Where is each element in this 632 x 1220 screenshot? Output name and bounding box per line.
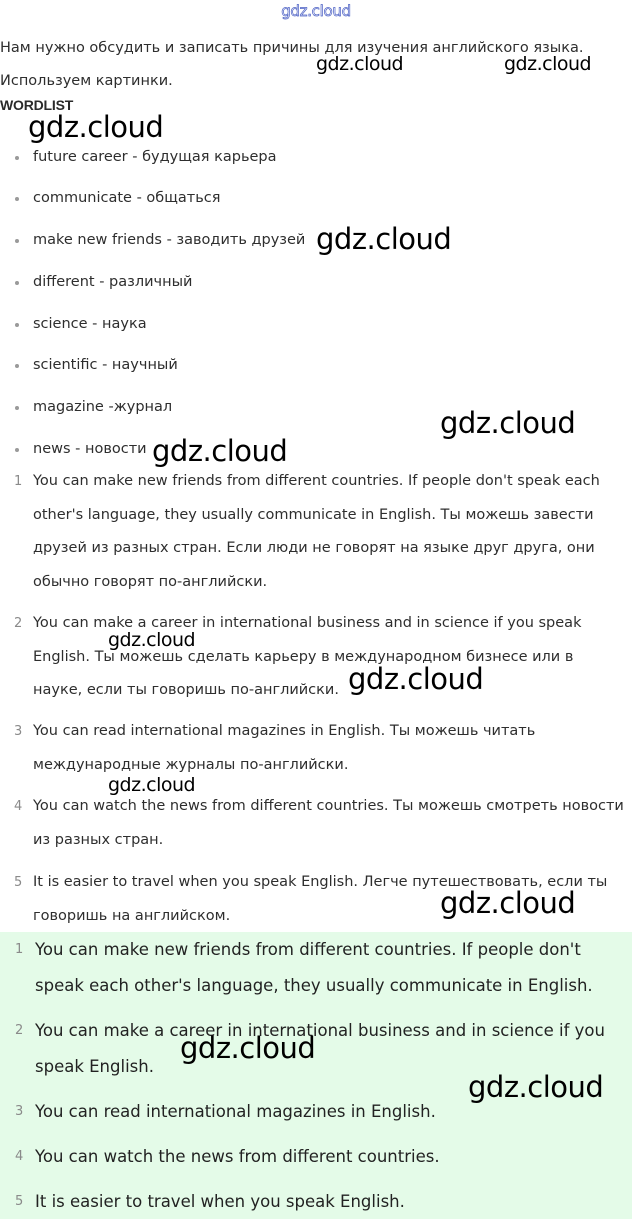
- wordlist-item-text: magazine -журнал: [33, 399, 173, 415]
- answer-text: It is easier to travel when you speak English. Легче путешествовать, если ты говоришь на английском.: [33, 874, 608, 924]
- answer-text: You can make new friends from different countries. If people don't speak each other's language, they usually communicate in English.: [35, 940, 593, 995]
- wordlist-item-text: science - наука: [33, 316, 147, 332]
- answer-text: You can read international magazines in English. Ты можешь читать международные журналы по-английски.: [33, 723, 536, 773]
- site-watermark-logo: gdz.cloud: [281, 2, 351, 20]
- answer-text: You can watch the news from different countries.: [35, 1147, 440, 1166]
- answer-text: You can make a career in international business and in science if you speak English.: [35, 1021, 605, 1076]
- answer-number: 4: [14, 799, 23, 814]
- watermark: gdz.cloud: [108, 774, 196, 796]
- bullet-icon: [15, 239, 19, 243]
- bullet-icon: [15, 323, 19, 327]
- answer-number: 3: [14, 724, 23, 739]
- wordlist-item-text: make new friends - заводить друзей: [33, 232, 306, 248]
- wordlist-item-text: different - различный: [33, 274, 193, 290]
- answer-text: You can read international magazines in English.: [35, 1102, 436, 1121]
- answer-number: 1: [15, 942, 24, 957]
- bullet-icon: [15, 448, 19, 452]
- answer-text: It is easier to travel when you speak English.: [35, 1192, 405, 1211]
- watermark: gdz.cloud: [28, 110, 164, 144]
- wordlist-item-text: communicate - общаться: [33, 190, 221, 206]
- answer-number: 2: [14, 616, 23, 631]
- answer-number: 5: [15, 1194, 24, 1209]
- watermark: gdz.cloud: [440, 886, 576, 920]
- answer-number: 1: [14, 474, 23, 489]
- bullet-icon: [15, 406, 19, 410]
- answer-number: 3: [15, 1104, 24, 1119]
- answer-text: You can watch the news from different countries. Ты можешь смотреть новости из разных стран.: [33, 798, 624, 848]
- answer-text: You can make new friends from different countries. If people don't speak each other's language, they usually communicate in English. Ты можешь завести друзей из разных стран. Если люди не говорят на языке друг друга, они обычно говорят по-английски.: [33, 473, 600, 590]
- watermark: gdz.cloud: [108, 629, 196, 651]
- watermark: gdz.cloud: [316, 53, 404, 75]
- watermark: gdz.cloud: [316, 222, 452, 256]
- wordlist-item-text: scientific - научный: [33, 357, 178, 373]
- answer-text: You can make a career in international business and in science if you speak English. Ты можешь сделать карьеру в международном бизнесе или в науке, если ты говоришь по-английски.: [33, 615, 582, 698]
- wordlist-item-text: future career - будущая карьера: [33, 149, 277, 165]
- watermark: gdz.cloud: [440, 406, 576, 440]
- bullet-icon: [15, 364, 19, 368]
- watermark: gdz.cloud: [504, 53, 592, 75]
- bullet-icon: [15, 197, 19, 201]
- wordlist-heading: WORDLIST: [0, 97, 74, 113]
- answer-number: 4: [15, 1149, 24, 1164]
- watermark: gdz.cloud: [152, 434, 288, 468]
- wordlist-item-text: news - новости: [33, 441, 147, 457]
- watermark: gdz.cloud: [348, 662, 484, 696]
- bullet-icon: [15, 281, 19, 285]
- watermark: gdz.cloud: [468, 1070, 604, 1104]
- intro-text: Нам нужно обсудить и записать причины для изучения английского языка. Используем картинки.: [0, 40, 584, 89]
- answer-number: 5: [14, 875, 23, 890]
- answer-number: 2: [15, 1023, 24, 1038]
- watermark: gdz.cloud: [180, 1031, 316, 1065]
- bullet-icon: [15, 156, 19, 160]
